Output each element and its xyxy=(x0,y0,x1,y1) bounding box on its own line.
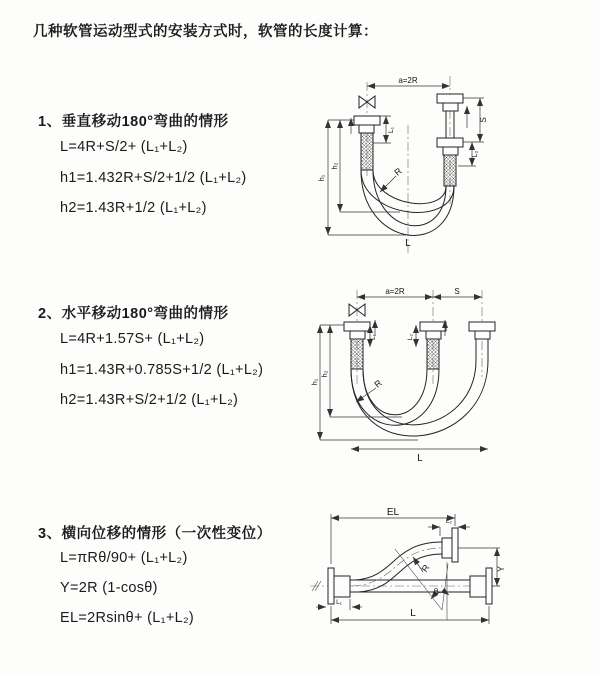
flange-right-lower-hub xyxy=(443,147,458,155)
dim-label-l1: L₁ xyxy=(370,334,377,340)
section-3-formula-EL: EL=2Rsinθ+ (L₁+L₂) xyxy=(60,610,195,626)
radius-leader xyxy=(380,176,396,192)
section-2-heading: 2、水平移动180°弯曲的情形 xyxy=(38,306,229,322)
section-3-heading: 3、横向位移的情形（一次性变位） xyxy=(38,526,272,542)
dim-label-h1: h₁ xyxy=(317,174,326,182)
dim-label-r: R xyxy=(419,562,432,574)
dim-label-l: L xyxy=(417,453,423,464)
section-2-formula-h1: h1=1.43R+0.785S+1/2 (L₁+L₂) xyxy=(60,362,264,378)
flange-left-hub xyxy=(350,331,365,339)
dim-h1-ext xyxy=(320,325,418,440)
dim-label-h2: h₂ xyxy=(330,162,339,170)
flange-left-hub xyxy=(334,576,350,597)
dim-label-h2: h₂ xyxy=(320,370,329,378)
dim-label-h1: h₁ xyxy=(310,378,319,386)
diagram-lateral-displacement xyxy=(300,502,600,660)
dim-label-r: R xyxy=(392,165,404,178)
diagram-vertical-180-bend xyxy=(310,70,590,265)
flange-right-hub xyxy=(475,331,490,339)
section-2-formula-L: L=4R+1.57S+ (L₁+L₂) xyxy=(60,331,205,347)
section-1-formula-h2: h2=1.43R+1/2 (L₁+L₂) xyxy=(60,200,207,216)
dim-label-l1: L₁ xyxy=(388,126,395,134)
section-3-formula-L: L=πRθ/90+ (L₁+L₂) xyxy=(60,550,188,566)
braid-middle xyxy=(427,339,439,369)
dim-label-el: EL xyxy=(386,507,400,518)
braid-right xyxy=(444,155,456,186)
flange-left xyxy=(344,322,370,331)
hose-wall xyxy=(363,360,476,425)
diagram-horizontal-180-bend xyxy=(306,282,598,474)
flange-left-plate xyxy=(328,568,334,604)
construction-lines xyxy=(395,549,448,620)
braid-left xyxy=(361,133,373,170)
dim-label-s: S xyxy=(479,117,488,123)
dim-label-theta: θ xyxy=(433,587,439,596)
hose-wall xyxy=(363,369,427,415)
flange-right-lower-hub xyxy=(470,576,486,597)
hose-wall xyxy=(361,170,454,212)
dim-label-s: S xyxy=(454,287,460,296)
braid-left xyxy=(351,339,363,369)
flange-right-lower-plate xyxy=(486,568,492,604)
section-1-formula-h1: h1=1.432R+S/2+1/2 (L₁+L₂) xyxy=(60,170,247,186)
dim-label-l2: L₂ xyxy=(472,150,479,158)
flange-middle-hub xyxy=(426,331,441,339)
dim-label-l2: L₂ xyxy=(407,333,414,341)
dim-label-a2r: a=2R xyxy=(398,76,418,85)
section-1-formula-L: L=4R+S/2+ (L₁+L₂) xyxy=(60,139,188,155)
flange-left xyxy=(354,116,380,125)
flange-right-top-hub xyxy=(443,103,458,111)
dim-el-ext xyxy=(331,514,455,564)
hose-wall xyxy=(373,170,446,226)
dim-label-l2: L₂ xyxy=(445,518,453,525)
flange-right-upper-plate xyxy=(452,528,458,562)
dim-label-y: Y xyxy=(496,565,506,573)
dim-label-l1: L₁ xyxy=(336,599,342,606)
flange-right-top xyxy=(437,94,463,103)
hose-curve-wall xyxy=(355,542,442,580)
dim-label-l: L xyxy=(405,238,411,249)
flange-right xyxy=(469,322,495,331)
dim-label-l: L xyxy=(410,608,416,619)
dim-label-r: R xyxy=(372,377,384,390)
flange-middle xyxy=(420,322,446,331)
section-2-formula-h2: h2=1.43R+S/2+1/2 (L₁+L₂) xyxy=(60,392,239,408)
page-title: 几种软管运动型式的安装方式时，软管的长度计算： xyxy=(33,24,378,40)
section-1-heading: 1、垂直移动180°弯曲的情形 xyxy=(38,114,229,130)
dim-label-a2r: a=2R xyxy=(385,287,405,296)
flange-right-lower xyxy=(437,138,463,147)
flange-right-upper-hub xyxy=(442,538,452,558)
hose-wall xyxy=(373,170,446,204)
flange-left-hub xyxy=(359,125,374,133)
section-3-formula-Y: Y=2R (1-cosθ) xyxy=(60,580,158,596)
